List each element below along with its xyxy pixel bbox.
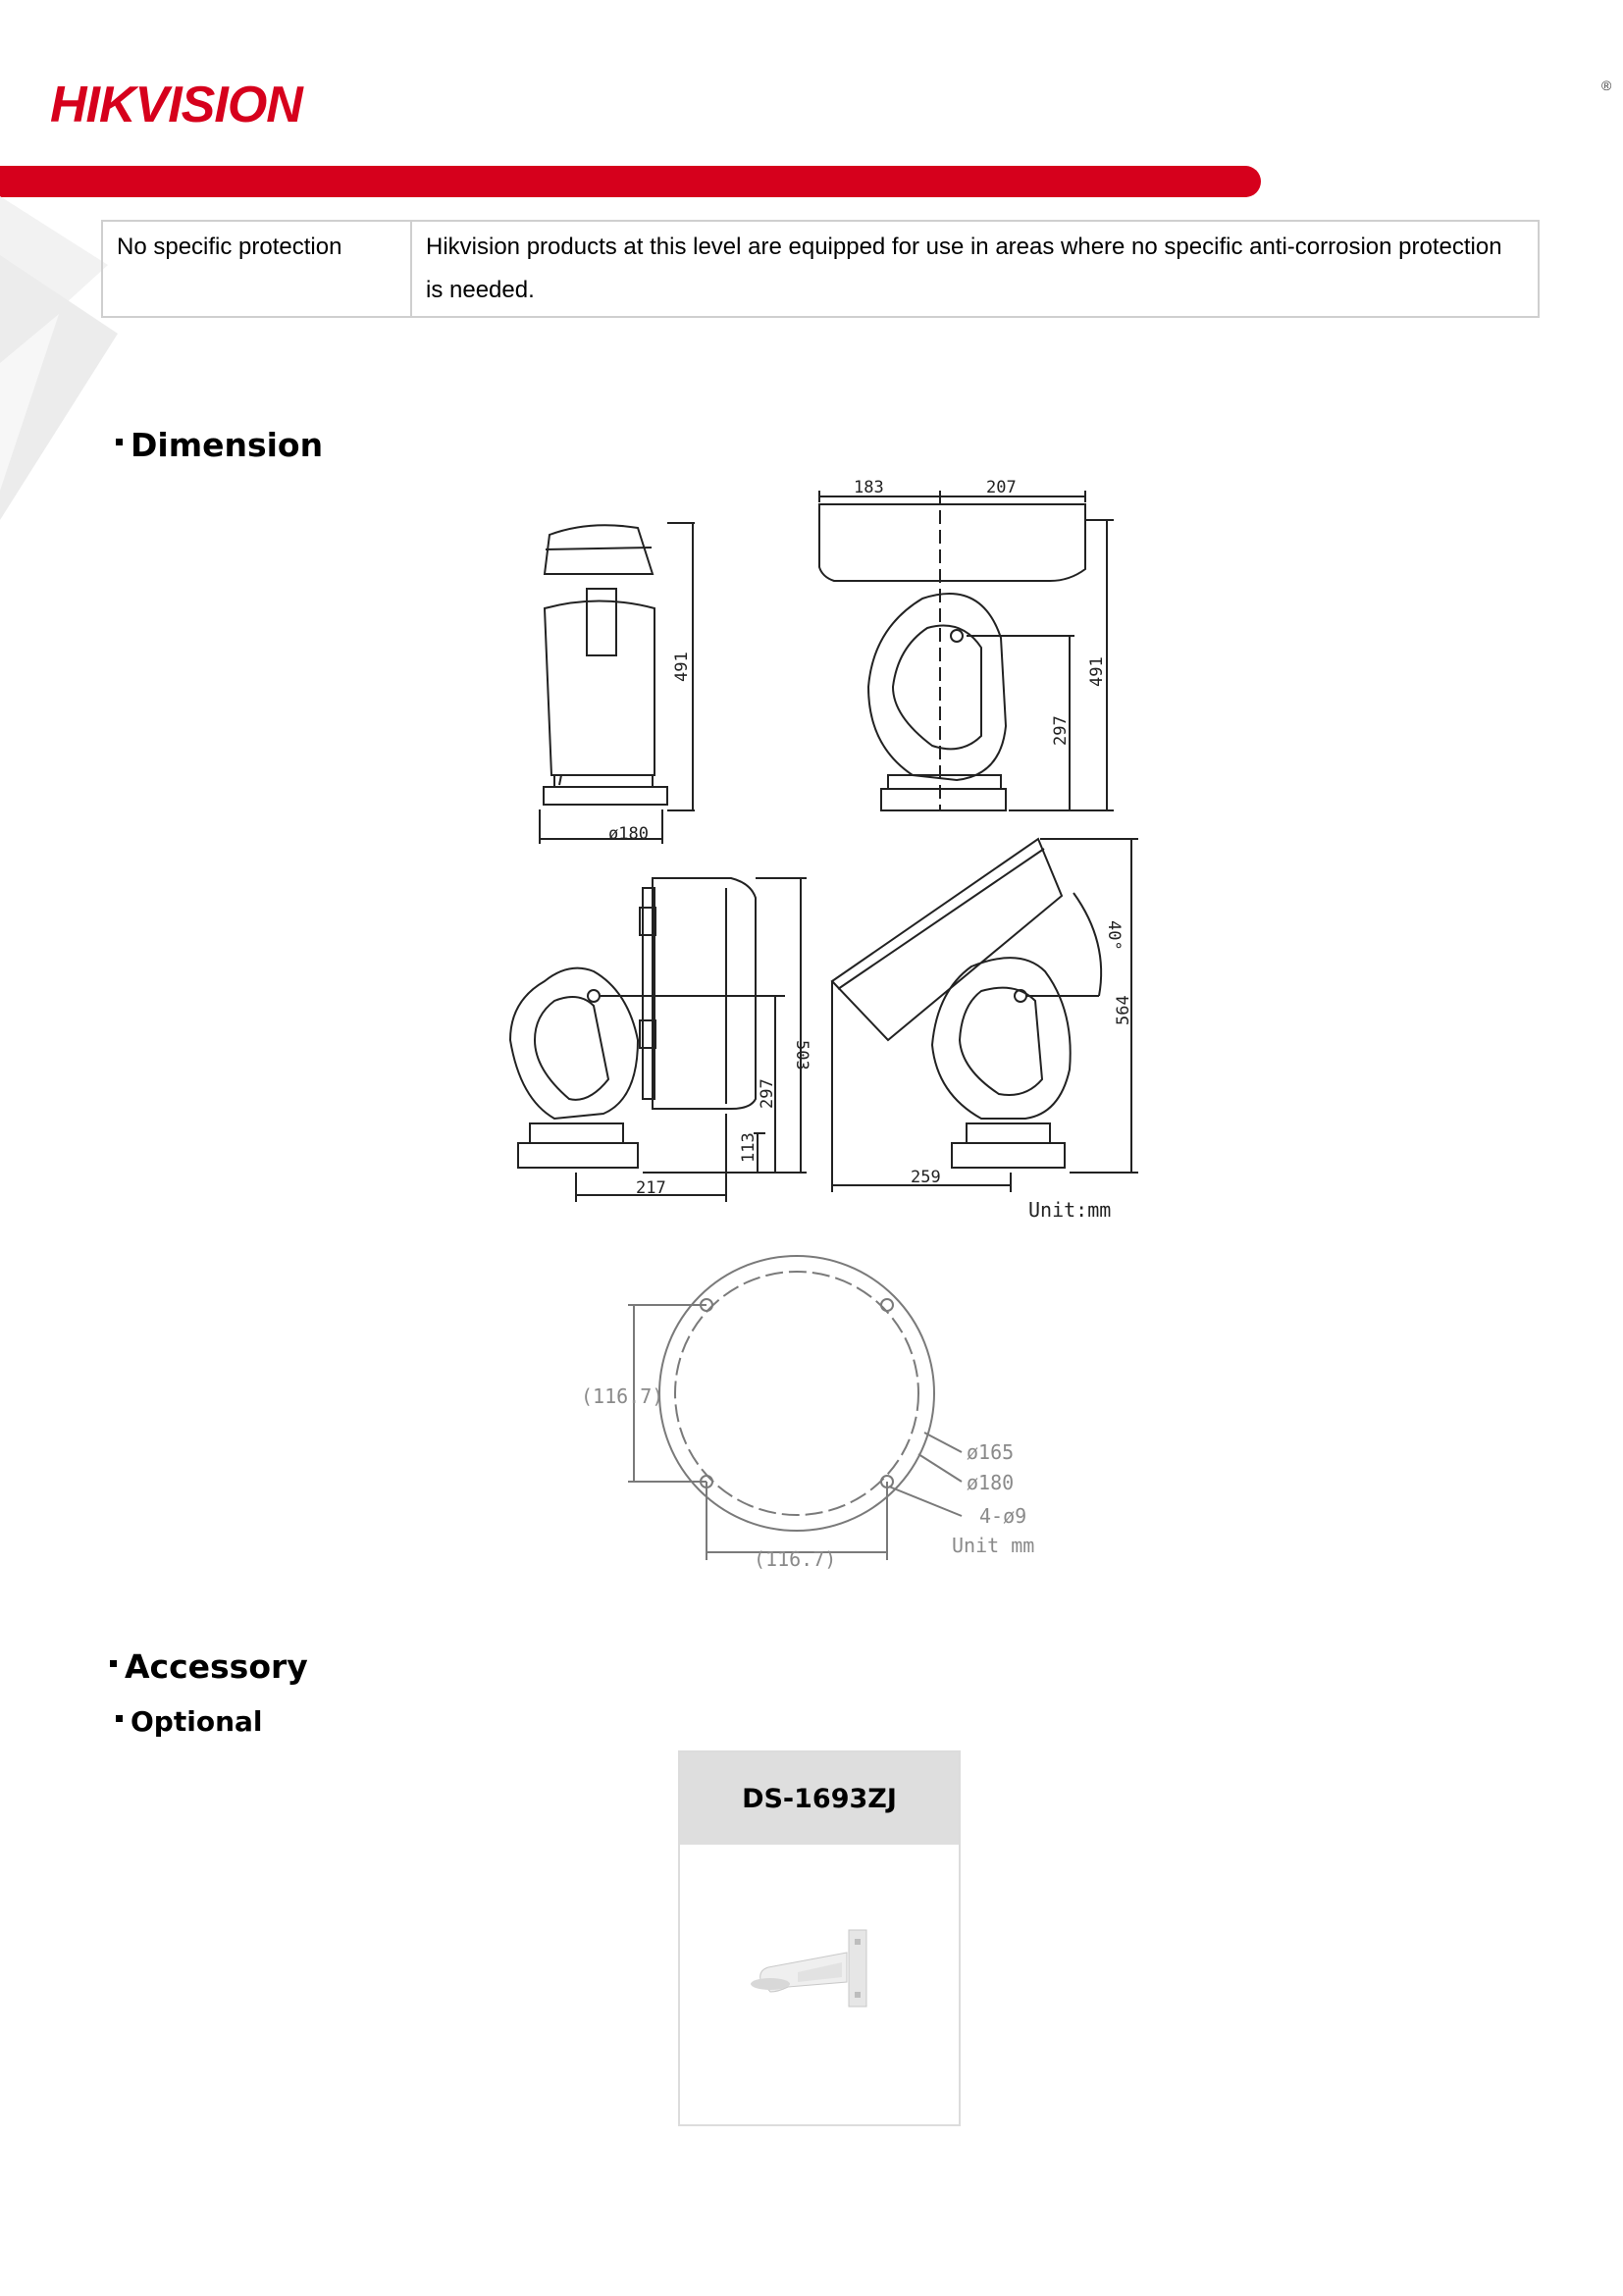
dim-label-side-left: 183 [854, 478, 884, 497]
front-view [540, 523, 695, 844]
registered-mark: ® [1601, 78, 1612, 93]
dim-label-tilted-angle: 40° [1104, 920, 1124, 951]
dim-label-side-height: 491 [1087, 656, 1107, 687]
wall-mount-bracket-image [680, 1845, 959, 2124]
optional-heading-text: Optional [131, 1705, 263, 1738]
dim-label-tilted-height: 564 [1114, 995, 1133, 1025]
dimension-drawing [491, 471, 1158, 1236]
base-unit-label: Unit mm [952, 1534, 1035, 1557]
base-outer-diameter: ø180 [967, 1471, 1015, 1494]
header-red-bar [0, 166, 1261, 197]
dim-label-rotated-pivot: 297 [758, 1078, 777, 1109]
dim-label-front-base: ø180 [608, 824, 649, 844]
dim-label-tilted-depth: 259 [911, 1168, 941, 1187]
bullet-icon [110, 1660, 117, 1667]
dim-label-side-right: 207 [986, 478, 1017, 497]
table-row [102, 221, 1539, 317]
logo-text: HIKVISION [50, 77, 302, 133]
base-inner-diameter: ø165 [967, 1440, 1015, 1464]
dimension-heading [116, 426, 323, 464]
protection-level-cell: No specific protection [102, 221, 411, 317]
bullet-icon [116, 439, 123, 445]
base-plate-drawing [569, 1246, 1079, 1580]
base-holes: 4-ø9 [979, 1504, 1027, 1528]
dim-label-rotated-height: 503 [792, 1040, 812, 1070]
base-vertical-spacing: (116.7) [581, 1384, 664, 1408]
dim-label-rotated-base: 113 [739, 1132, 759, 1163]
dimension-heading-text: Dimension [131, 426, 324, 464]
hikvision-logo [50, 0, 1623, 137]
accessory-card [678, 1750, 961, 2126]
side-view [819, 491, 1114, 810]
dim-label-side-pivot: 297 [1051, 715, 1071, 746]
bullet-icon [116, 1715, 123, 1722]
optional-heading [116, 1705, 263, 1738]
tilted-view [832, 839, 1138, 1192]
base-horizontal-spacing: (116.7) [754, 1547, 837, 1571]
accessory-heading-text: Accessory [125, 1647, 308, 1686]
protection-description-cell: Hikvision products at this level are equipped for use in areas where no specific anti-corrosion protection is needed. [411, 221, 1539, 317]
svg-text:HIKVISION [50, 77, 304, 133]
unit-label: Unit:mm [1028, 1198, 1112, 1222]
dim-label-front-height: 491 [672, 652, 692, 682]
accessory-model: DS-1693ZJ [680, 1752, 959, 1845]
rotated-view [510, 878, 807, 1202]
dim-label-rotated-depth: 217 [636, 1178, 666, 1198]
accessory-heading [110, 1647, 308, 1686]
protection-table [101, 220, 1540, 318]
